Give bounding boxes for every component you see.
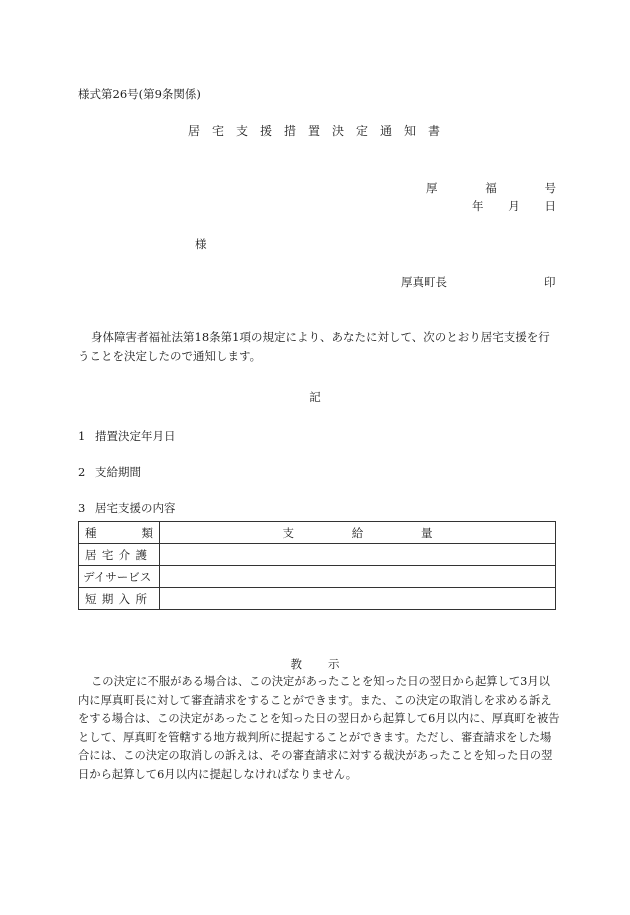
type-char: 期	[101, 591, 114, 606]
header-type	[79, 522, 160, 544]
table-row	[79, 588, 556, 610]
ki-heading: 記	[309, 390, 321, 404]
table-row	[79, 544, 556, 566]
type-char: 介	[118, 547, 131, 562]
issue-date	[472, 198, 556, 214]
row-type-day-service	[79, 566, 160, 588]
date-year: 年	[472, 199, 484, 213]
row-type-home-care	[79, 544, 160, 566]
table-header-row	[79, 522, 556, 544]
seal-mark: 印	[544, 275, 556, 289]
issuer-name: 厚真町長	[401, 275, 447, 289]
item-label: 支給期間	[95, 465, 141, 479]
support-content-table	[78, 521, 556, 610]
type-label: デイサービス	[83, 569, 152, 584]
row-amount-cell[interactable]	[160, 544, 556, 566]
notice-heading	[0, 656, 630, 672]
item-decision-date	[78, 428, 176, 444]
doc-number-prefix: 厚	[426, 181, 438, 195]
date-month: 月	[508, 199, 520, 213]
type-char: 入	[118, 591, 131, 606]
form-number: 様式第26号(第9条関係)	[78, 87, 201, 101]
document-number	[426, 180, 556, 196]
header-amount-char: 給	[351, 525, 364, 540]
header-type-char: 類	[141, 525, 153, 540]
type-char: 宅	[101, 547, 114, 562]
row-amount-cell[interactable]	[160, 588, 556, 610]
notice-paragraph: この決定に不服がある場合は、この決定があったことを知った日の翌日から起算して3月以内に厚真町長に対して審査請求をすることができます。また、この決定の取消しを求める訴えをする場合は、この決定があったことを知った日の翌日から起算して6月以内に、厚真町を被告として、厚真町を管轄する地方裁判所に提起することができます。ただし、審査請求をした場合には、この決定の取消しの訴えは、その審査請求に対する裁決があったことを知った日の翌日から起算して6月以内に提起しなければなりません。	[78, 675, 560, 781]
type-char: 居	[85, 547, 97, 562]
body-paragraph: 身体障害者福祉法第18条第1項の規定により、あなたに対して、次のとおり居宅支援を行うことを決定したので通知します。	[78, 330, 550, 363]
type-char: 護	[135, 547, 147, 562]
addressee-honorific: 様	[195, 237, 207, 251]
table-row	[79, 566, 556, 588]
item-number: 3	[78, 501, 86, 515]
type-char: 短	[85, 591, 97, 606]
row-type-short-stay	[79, 588, 160, 610]
item-support-content	[78, 500, 176, 516]
header-amount	[160, 522, 556, 544]
header-amount-char: 量	[421, 525, 433, 540]
date-day: 日	[544, 199, 556, 213]
doc-number-middle: 福	[485, 181, 497, 195]
row-amount-cell[interactable]	[160, 566, 556, 588]
item-payment-period	[78, 464, 141, 480]
notice-heading-char: 教	[290, 657, 302, 671]
item-label: 措置決定年月日	[95, 429, 176, 443]
header-type-char: 種	[85, 525, 97, 540]
document-title: 居宅支援措置決定通知書	[187, 124, 452, 138]
item-number: 2	[78, 465, 86, 479]
notice-heading-char: 示	[328, 657, 340, 671]
header-amount-char: 支	[282, 525, 294, 540]
doc-number-suffix: 号	[544, 181, 556, 195]
type-char: 所	[135, 591, 147, 606]
item-label: 居宅支援の内容	[95, 501, 176, 515]
item-number: 1	[78, 429, 86, 443]
